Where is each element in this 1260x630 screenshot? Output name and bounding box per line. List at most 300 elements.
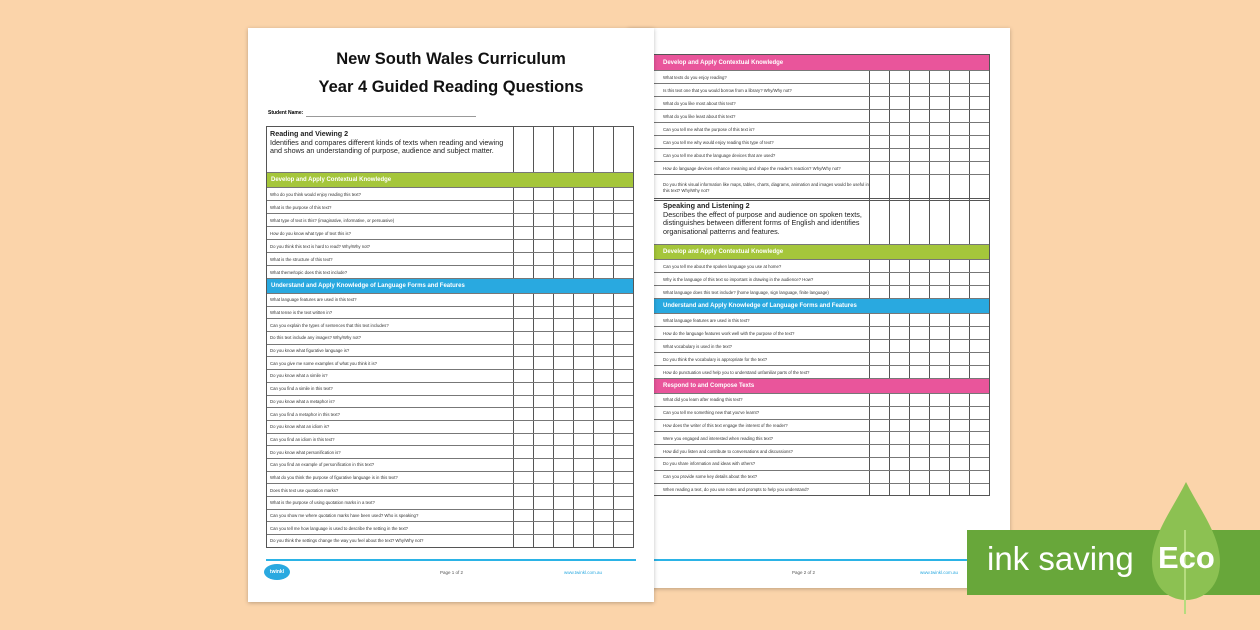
checkbox-cell[interactable]: [929, 84, 949, 96]
checkbox-cell[interactable]: [533, 214, 553, 226]
checkbox-cell[interactable]: [553, 484, 573, 496]
checkbox-cell[interactable]: [533, 396, 553, 408]
checkbox-cell[interactable]: [593, 535, 613, 547]
checkbox-cell[interactable]: [593, 227, 613, 239]
checkbox-cell[interactable]: [573, 370, 593, 382]
checkbox-cell[interactable]: [553, 421, 573, 433]
checkbox-cell[interactable]: [889, 162, 909, 174]
checkbox-cell[interactable]: [909, 314, 929, 326]
checkbox-cell[interactable]: [573, 459, 593, 471]
checkbox-cell[interactable]: [909, 420, 929, 432]
checkbox-cell[interactable]: [909, 458, 929, 470]
checkbox-cell[interactable]: [969, 420, 989, 432]
checkbox-cell[interactable]: [969, 471, 989, 483]
checkbox-cell[interactable]: [513, 421, 533, 433]
checkbox-cell[interactable]: [553, 357, 573, 369]
checkbox-cell[interactable]: [909, 353, 929, 365]
checkbox-cell[interactable]: [553, 127, 573, 172]
checkbox-cell[interactable]: [949, 260, 969, 272]
checkbox-cell[interactable]: [613, 240, 633, 252]
checkbox-cell[interactable]: [553, 459, 573, 471]
checkbox-cell[interactable]: [889, 432, 909, 444]
checkbox-cell[interactable]: [533, 510, 553, 522]
checkbox-cell[interactable]: [533, 357, 553, 369]
checkbox-cell[interactable]: [909, 286, 929, 298]
checkbox-cell[interactable]: [613, 307, 633, 319]
checkbox-cell[interactable]: [593, 307, 613, 319]
checkbox-cell[interactable]: [949, 340, 969, 352]
checkbox-cell[interactable]: [929, 175, 949, 200]
checkbox-cell[interactable]: [513, 383, 533, 395]
checkbox-cell[interactable]: [949, 97, 969, 109]
checkbox-cell[interactable]: [869, 407, 889, 419]
checkbox-cell[interactable]: [949, 162, 969, 174]
checkbox-cell[interactable]: [573, 383, 593, 395]
checkbox-cell[interactable]: [513, 332, 533, 344]
checkbox-cell[interactable]: [969, 175, 989, 200]
checkbox-cell[interactable]: [949, 136, 969, 148]
checkbox-cell[interactable]: [869, 199, 889, 244]
checkbox-cell[interactable]: [909, 340, 929, 352]
checkbox-cell[interactable]: [553, 332, 573, 344]
checkbox-cell[interactable]: [889, 273, 909, 285]
checkbox-cell[interactable]: [553, 214, 573, 226]
checkbox-cell[interactable]: [969, 71, 989, 83]
checkbox-cell[interactable]: [553, 522, 573, 534]
checkbox-cell[interactable]: [929, 445, 949, 457]
checkbox-cell[interactable]: [613, 345, 633, 357]
checkbox-cell[interactable]: [889, 84, 909, 96]
checkbox-cell[interactable]: [513, 446, 533, 458]
checkbox-cell[interactable]: [613, 421, 633, 433]
checkbox-cell[interactable]: [553, 266, 573, 278]
checkbox-cell[interactable]: [613, 446, 633, 458]
checkbox-cell[interactable]: [553, 472, 573, 484]
checkbox-cell[interactable]: [573, 510, 593, 522]
checkbox-cell[interactable]: [593, 332, 613, 344]
checkbox-cell[interactable]: [969, 286, 989, 298]
checkbox-cell[interactable]: [613, 214, 633, 226]
checkbox-cell[interactable]: [533, 240, 553, 252]
checkbox-cell[interactable]: [909, 394, 929, 406]
checkbox-cell[interactable]: [889, 71, 909, 83]
checkbox-cell[interactable]: [949, 273, 969, 285]
checkbox-cell[interactable]: [513, 266, 533, 278]
checkbox-cell[interactable]: [969, 162, 989, 174]
checkbox-cell[interactable]: [593, 472, 613, 484]
checkbox-cell[interactable]: [909, 97, 929, 109]
checkbox-cell[interactable]: [929, 71, 949, 83]
checkbox-cell[interactable]: [909, 110, 929, 122]
checkbox-cell[interactable]: [949, 123, 969, 135]
checkbox-cell[interactable]: [909, 136, 929, 148]
checkbox-cell[interactable]: [949, 84, 969, 96]
checkbox-cell[interactable]: [573, 188, 593, 200]
checkbox-cell[interactable]: [889, 260, 909, 272]
checkbox-cell[interactable]: [969, 353, 989, 365]
checkbox-cell[interactable]: [969, 327, 989, 339]
checkbox-cell[interactable]: [613, 227, 633, 239]
checkbox-cell[interactable]: [613, 253, 633, 265]
checkbox-cell[interactable]: [613, 383, 633, 395]
checkbox-cell[interactable]: [593, 188, 613, 200]
checkbox-cell[interactable]: [869, 366, 889, 378]
checkbox-cell[interactable]: [613, 127, 633, 172]
checkbox-cell[interactable]: [553, 383, 573, 395]
checkbox-cell[interactable]: [533, 319, 553, 331]
checkbox-cell[interactable]: [869, 484, 889, 496]
checkbox-cell[interactable]: [909, 366, 929, 378]
checkbox-cell[interactable]: [533, 383, 553, 395]
checkbox-cell[interactable]: [889, 471, 909, 483]
checkbox-cell[interactable]: [533, 127, 553, 172]
checkbox-cell[interactable]: [533, 307, 553, 319]
checkbox-cell[interactable]: [889, 286, 909, 298]
checkbox-cell[interactable]: [869, 432, 889, 444]
checkbox-cell[interactable]: [889, 340, 909, 352]
checkbox-cell[interactable]: [533, 446, 553, 458]
checkbox-cell[interactable]: [533, 497, 553, 509]
checkbox-cell[interactable]: [909, 327, 929, 339]
checkbox-cell[interactable]: [889, 175, 909, 200]
checkbox-cell[interactable]: [929, 432, 949, 444]
checkbox-cell[interactable]: [929, 149, 949, 161]
checkbox-cell[interactable]: [533, 253, 553, 265]
checkbox-cell[interactable]: [969, 340, 989, 352]
checkbox-cell[interactable]: [889, 407, 909, 419]
checkbox-cell[interactable]: [929, 353, 949, 365]
checkbox-cell[interactable]: [949, 199, 969, 244]
checkbox-cell[interactable]: [513, 459, 533, 471]
checkbox-cell[interactable]: [533, 484, 553, 496]
checkbox-cell[interactable]: [613, 497, 633, 509]
checkbox-cell[interactable]: [573, 484, 593, 496]
checkbox-cell[interactable]: [929, 286, 949, 298]
checkbox-cell[interactable]: [949, 286, 969, 298]
checkbox-cell[interactable]: [533, 294, 553, 306]
checkbox-cell[interactable]: [949, 110, 969, 122]
checkbox-cell[interactable]: [869, 314, 889, 326]
checkbox-cell[interactable]: [553, 497, 573, 509]
checkbox-cell[interactable]: [533, 434, 553, 446]
checkbox-cell[interactable]: [573, 319, 593, 331]
checkbox-cell[interactable]: [513, 472, 533, 484]
checkbox-cell[interactable]: [513, 396, 533, 408]
checkbox-cell[interactable]: [613, 472, 633, 484]
checkbox-cell[interactable]: [613, 370, 633, 382]
checkbox-cell[interactable]: [869, 353, 889, 365]
checkbox-cell[interactable]: [593, 497, 613, 509]
checkbox-cell[interactable]: [969, 260, 989, 272]
checkbox-cell[interactable]: [593, 370, 613, 382]
checkbox-cell[interactable]: [593, 484, 613, 496]
checkbox-cell[interactable]: [949, 445, 969, 457]
checkbox-cell[interactable]: [613, 357, 633, 369]
checkbox-cell[interactable]: [533, 408, 553, 420]
checkbox-cell[interactable]: [929, 97, 949, 109]
checkbox-cell[interactable]: [929, 394, 949, 406]
checkbox-cell[interactable]: [513, 522, 533, 534]
checkbox-cell[interactable]: [869, 260, 889, 272]
checkbox-cell[interactable]: [613, 510, 633, 522]
checkbox-cell[interactable]: [553, 535, 573, 547]
checkbox-cell[interactable]: [909, 175, 929, 200]
checkbox-cell[interactable]: [909, 123, 929, 135]
checkbox-cell[interactable]: [533, 227, 553, 239]
checkbox-cell[interactable]: [909, 445, 929, 457]
checkbox-cell[interactable]: [889, 136, 909, 148]
checkbox-cell[interactable]: [909, 484, 929, 496]
checkbox-cell[interactable]: [949, 432, 969, 444]
checkbox-cell[interactable]: [513, 307, 533, 319]
website-link[interactable]: www.twinkl.com.au: [920, 570, 959, 575]
checkbox-cell[interactable]: [573, 240, 593, 252]
checkbox-cell[interactable]: [573, 127, 593, 172]
checkbox-cell[interactable]: [513, 357, 533, 369]
checkbox-cell[interactable]: [969, 136, 989, 148]
checkbox-cell[interactable]: [969, 199, 989, 244]
checkbox-cell[interactable]: [553, 294, 573, 306]
website-link[interactable]: www.twinkl.com.au: [564, 570, 603, 575]
checkbox-cell[interactable]: [573, 421, 593, 433]
checkbox-cell[interactable]: [513, 535, 533, 547]
checkbox-cell[interactable]: [533, 266, 553, 278]
checkbox-cell[interactable]: [889, 394, 909, 406]
checkbox-cell[interactable]: [869, 123, 889, 135]
checkbox-cell[interactable]: [889, 123, 909, 135]
checkbox-cell[interactable]: [949, 458, 969, 470]
checkbox-cell[interactable]: [613, 408, 633, 420]
checkbox-cell[interactable]: [949, 420, 969, 432]
checkbox-cell[interactable]: [613, 484, 633, 496]
checkbox-cell[interactable]: [593, 201, 613, 213]
checkbox-cell[interactable]: [889, 314, 909, 326]
checkbox-cell[interactable]: [969, 97, 989, 109]
checkbox-cell[interactable]: [533, 370, 553, 382]
checkbox-cell[interactable]: [513, 408, 533, 420]
checkbox-cell[interactable]: [513, 484, 533, 496]
checkbox-cell[interactable]: [949, 175, 969, 200]
checkbox-cell[interactable]: [533, 472, 553, 484]
checkbox-cell[interactable]: [929, 314, 949, 326]
checkbox-cell[interactable]: [969, 84, 989, 96]
checkbox-cell[interactable]: [553, 188, 573, 200]
checkbox-cell[interactable]: [929, 327, 949, 339]
checkbox-cell[interactable]: [573, 357, 593, 369]
checkbox-cell[interactable]: [869, 445, 889, 457]
checkbox-cell[interactable]: [573, 214, 593, 226]
checkbox-cell[interactable]: [533, 345, 553, 357]
checkbox-cell[interactable]: [889, 199, 909, 244]
checkbox-cell[interactable]: [593, 240, 613, 252]
checkbox-cell[interactable]: [613, 319, 633, 331]
checkbox-cell[interactable]: [513, 370, 533, 382]
checkbox-cell[interactable]: [593, 408, 613, 420]
checkbox-cell[interactable]: [573, 497, 593, 509]
checkbox-cell[interactable]: [889, 420, 909, 432]
checkbox-cell[interactable]: [949, 394, 969, 406]
checkbox-cell[interactable]: [533, 459, 553, 471]
checkbox-cell[interactable]: [909, 84, 929, 96]
checkbox-cell[interactable]: [869, 286, 889, 298]
checkbox-cell[interactable]: [573, 227, 593, 239]
checkbox-cell[interactable]: [869, 149, 889, 161]
checkbox-cell[interactable]: [573, 522, 593, 534]
checkbox-cell[interactable]: [553, 510, 573, 522]
checkbox-cell[interactable]: [949, 149, 969, 161]
checkbox-cell[interactable]: [513, 253, 533, 265]
checkbox-cell[interactable]: [593, 421, 613, 433]
checkbox-cell[interactable]: [869, 175, 889, 200]
checkbox-cell[interactable]: [513, 188, 533, 200]
checkbox-cell[interactable]: [909, 471, 929, 483]
checkbox-cell[interactable]: [513, 127, 533, 172]
checkbox-cell[interactable]: [573, 307, 593, 319]
checkbox-cell[interactable]: [949, 484, 969, 496]
checkbox-cell[interactable]: [593, 383, 613, 395]
checkbox-cell[interactable]: [573, 345, 593, 357]
checkbox-cell[interactable]: [869, 97, 889, 109]
checkbox-cell[interactable]: [573, 434, 593, 446]
checkbox-cell[interactable]: [969, 273, 989, 285]
checkbox-cell[interactable]: [573, 332, 593, 344]
checkbox-cell[interactable]: [573, 396, 593, 408]
checkbox-cell[interactable]: [889, 445, 909, 457]
checkbox-cell[interactable]: [593, 396, 613, 408]
checkbox-cell[interactable]: [513, 214, 533, 226]
checkbox-cell[interactable]: [969, 407, 989, 419]
checkbox-cell[interactable]: [929, 199, 949, 244]
checkbox-cell[interactable]: [593, 266, 613, 278]
checkbox-cell[interactable]: [593, 127, 613, 172]
checkbox-cell[interactable]: [533, 535, 553, 547]
checkbox-cell[interactable]: [573, 201, 593, 213]
checkbox-cell[interactable]: [613, 396, 633, 408]
checkbox-cell[interactable]: [593, 357, 613, 369]
checkbox-cell[interactable]: [613, 459, 633, 471]
checkbox-cell[interactable]: [553, 307, 573, 319]
checkbox-cell[interactable]: [513, 294, 533, 306]
checkbox-cell[interactable]: [889, 366, 909, 378]
checkbox-cell[interactable]: [969, 484, 989, 496]
checkbox-cell[interactable]: [889, 327, 909, 339]
checkbox-cell[interactable]: [889, 458, 909, 470]
checkbox-cell[interactable]: [869, 110, 889, 122]
checkbox-cell[interactable]: [949, 71, 969, 83]
checkbox-cell[interactable]: [969, 123, 989, 135]
checkbox-cell[interactable]: [513, 227, 533, 239]
checkbox-cell[interactable]: [909, 273, 929, 285]
checkbox-cell[interactable]: [929, 366, 949, 378]
checkbox-cell[interactable]: [593, 522, 613, 534]
checkbox-cell[interactable]: [533, 421, 553, 433]
checkbox-cell[interactable]: [869, 273, 889, 285]
checkbox-cell[interactable]: [553, 227, 573, 239]
checkbox-cell[interactable]: [949, 314, 969, 326]
checkbox-cell[interactable]: [553, 370, 573, 382]
checkbox-cell[interactable]: [573, 535, 593, 547]
checkbox-cell[interactable]: [553, 240, 573, 252]
checkbox-cell[interactable]: [929, 458, 949, 470]
checkbox-cell[interactable]: [909, 260, 929, 272]
checkbox-cell[interactable]: [553, 434, 573, 446]
checkbox-cell[interactable]: [909, 71, 929, 83]
checkbox-cell[interactable]: [513, 240, 533, 252]
checkbox-cell[interactable]: [573, 294, 593, 306]
checkbox-cell[interactable]: [929, 484, 949, 496]
checkbox-cell[interactable]: [553, 253, 573, 265]
checkbox-cell[interactable]: [929, 162, 949, 174]
checkbox-cell[interactable]: [949, 366, 969, 378]
checkbox-cell[interactable]: [613, 201, 633, 213]
checkbox-cell[interactable]: [929, 471, 949, 483]
checkbox-cell[interactable]: [869, 71, 889, 83]
checkbox-cell[interactable]: [869, 420, 889, 432]
checkbox-cell[interactable]: [889, 149, 909, 161]
checkbox-cell[interactable]: [949, 353, 969, 365]
checkbox-cell[interactable]: [929, 273, 949, 285]
checkbox-cell[interactable]: [553, 201, 573, 213]
checkbox-cell[interactable]: [969, 149, 989, 161]
checkbox-cell[interactable]: [889, 353, 909, 365]
checkbox-cell[interactable]: [869, 394, 889, 406]
checkbox-cell[interactable]: [613, 294, 633, 306]
checkbox-cell[interactable]: [513, 497, 533, 509]
checkbox-cell[interactable]: [593, 253, 613, 265]
checkbox-cell[interactable]: [929, 260, 949, 272]
student-name-field[interactable]: [306, 116, 476, 117]
checkbox-cell[interactable]: [553, 396, 573, 408]
checkbox-cell[interactable]: [909, 149, 929, 161]
checkbox-cell[interactable]: [869, 458, 889, 470]
checkbox-cell[interactable]: [869, 84, 889, 96]
checkbox-cell[interactable]: [513, 201, 533, 213]
checkbox-cell[interactable]: [533, 522, 553, 534]
checkbox-cell[interactable]: [613, 434, 633, 446]
checkbox-cell[interactable]: [593, 319, 613, 331]
checkbox-cell[interactable]: [533, 188, 553, 200]
checkbox-cell[interactable]: [593, 214, 613, 226]
checkbox-cell[interactable]: [909, 162, 929, 174]
checkbox-cell[interactable]: [593, 459, 613, 471]
checkbox-cell[interactable]: [869, 327, 889, 339]
checkbox-cell[interactable]: [613, 332, 633, 344]
checkbox-cell[interactable]: [593, 510, 613, 522]
checkbox-cell[interactable]: [593, 294, 613, 306]
checkbox-cell[interactable]: [573, 266, 593, 278]
checkbox-cell[interactable]: [553, 319, 573, 331]
checkbox-cell[interactable]: [949, 407, 969, 419]
checkbox-cell[interactable]: [613, 188, 633, 200]
checkbox-cell[interactable]: [889, 110, 909, 122]
checkbox-cell[interactable]: [553, 345, 573, 357]
checkbox-cell[interactable]: [513, 434, 533, 446]
checkbox-cell[interactable]: [869, 162, 889, 174]
checkbox-cell[interactable]: [929, 110, 949, 122]
checkbox-cell[interactable]: [969, 458, 989, 470]
checkbox-cell[interactable]: [929, 407, 949, 419]
checkbox-cell[interactable]: [593, 434, 613, 446]
checkbox-cell[interactable]: [969, 432, 989, 444]
checkbox-cell[interactable]: [969, 366, 989, 378]
checkbox-cell[interactable]: [929, 136, 949, 148]
checkbox-cell[interactable]: [909, 432, 929, 444]
checkbox-cell[interactable]: [869, 471, 889, 483]
checkbox-cell[interactable]: [969, 394, 989, 406]
checkbox-cell[interactable]: [969, 445, 989, 457]
checkbox-cell[interactable]: [553, 446, 573, 458]
checkbox-cell[interactable]: [889, 97, 909, 109]
